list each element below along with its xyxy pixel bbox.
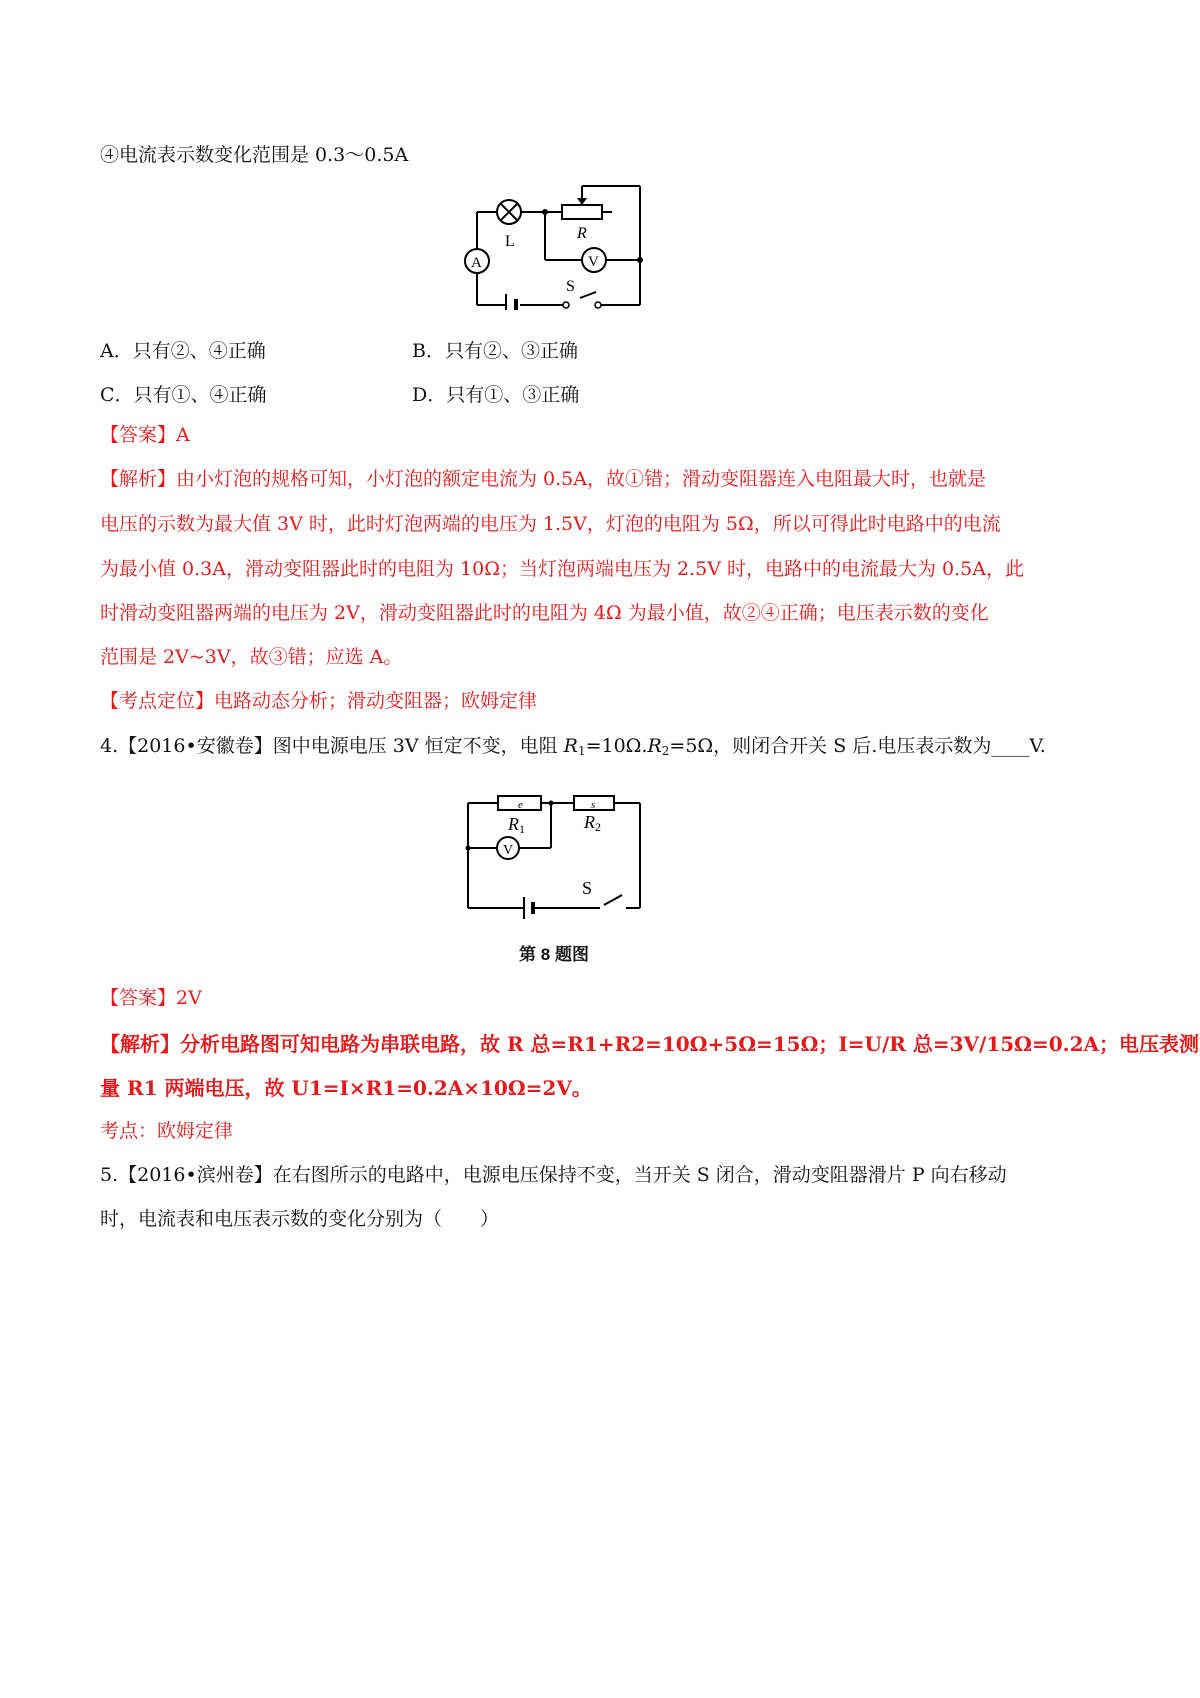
resistor-label: R — [577, 225, 587, 242]
option-a: A．只有②、④正确 — [100, 340, 266, 362]
r2-subscript: 2 — [661, 744, 670, 758]
switch-label: S — [582, 878, 593, 898]
svg-text:s: s — [591, 799, 596, 811]
r1-symbol: R — [563, 735, 578, 757]
q3-item4: ④电流表示数变化范围是 0.3～0.5A — [100, 144, 409, 166]
q3-knowledge-point: 【考点定位】电路动态分析；滑动变阻器；欧姆定律 — [100, 690, 538, 712]
r1-value: =10Ω. — [585, 735, 648, 757]
q4-analysis-line: 量 R1 两端电压，故 U1=I×R1=0.2A×10Ω=2V。 — [100, 1076, 592, 1100]
ammeter-label: A — [471, 255, 482, 271]
option-d: D．只有①、③正确 — [412, 384, 580, 406]
q4-answer: 【答案】2V — [100, 987, 202, 1009]
q3-circuit-diagram — [455, 180, 655, 310]
q3-answer: 【答案】A — [100, 424, 190, 446]
q3-analysis-line: 范围是 2V~3V，故③错；应选 A。 — [100, 646, 403, 668]
q4-analysis-line: 【解析】分析电路图可知电路为串联电路，故 R 总=R1+R2=10Ω+5Ω=15Ω；I=U/R 总=3V/15Ω=0.2A；电压表测 — [100, 1032, 1200, 1056]
switch-label: S — [566, 278, 575, 295]
q5-stem-line: 5.【2016•滨州卷】在右图所示的电路中，电源电压保持不变，当开关 S 闭合，滑动变阻器滑片 P 向右移动 — [100, 1164, 1007, 1186]
q3-analysis-line: 【解析】由小灯泡的规格可知，小灯泡的额定电流为 0.5A，故①错；滑动变阻器连入电阻最大时，也就是 — [100, 468, 986, 490]
r1-subscript: 1 — [577, 744, 586, 758]
q4-stem-suffix: =5Ω，则闭合开关 S 后.电压表示数为____V. — [669, 735, 1046, 757]
voltmeter-label: V — [503, 843, 514, 858]
q3-analysis-line: 时滑动变阻器两端的电压为 2V，滑动变阻器此时的电阻为 4Ω 为最小值，故②④正确；电压表示数的变化 — [100, 602, 989, 624]
r1-label: R1 — [508, 814, 525, 836]
svg-text:e: e — [518, 799, 523, 811]
q4-circuit-diagram — [460, 790, 650, 920]
figure-caption: 第 8 题图 — [519, 945, 589, 964]
r2-symbol: R — [647, 735, 662, 757]
q3-analysis-line: 为最小值 0.3A，滑动变阻器此时的电阻为 10Ω；当灯泡两端电压为 2.5V 时，电路中的电流最大为 0.5A，此 — [100, 558, 1024, 580]
q4-stem — [100, 737, 1046, 757]
lamp-label: L — [505, 233, 515, 250]
q3-analysis-line: 电压的示数为最大值 3V 时，此时灯泡两端的电压为 1.5V，灯泡的电阻为 5Ω，所以可得此时电路中的电流 — [100, 513, 1001, 535]
q5-stem-line: 时，电流表和电压表示数的变化分别为（ ） — [100, 1208, 500, 1230]
q4-knowledge-point: 考点：欧姆定律 — [100, 1120, 234, 1142]
q4-stem-prefix: 4.【2016•安徽卷】图中电源电压 3V 恒定不变，电阻 — [100, 735, 564, 757]
voltmeter-label: V — [588, 254, 599, 270]
option-b: B．只有②、③正确 — [412, 340, 578, 362]
r2-label: R2 — [584, 812, 601, 834]
option-c: C．只有①、④正确 — [100, 384, 267, 406]
